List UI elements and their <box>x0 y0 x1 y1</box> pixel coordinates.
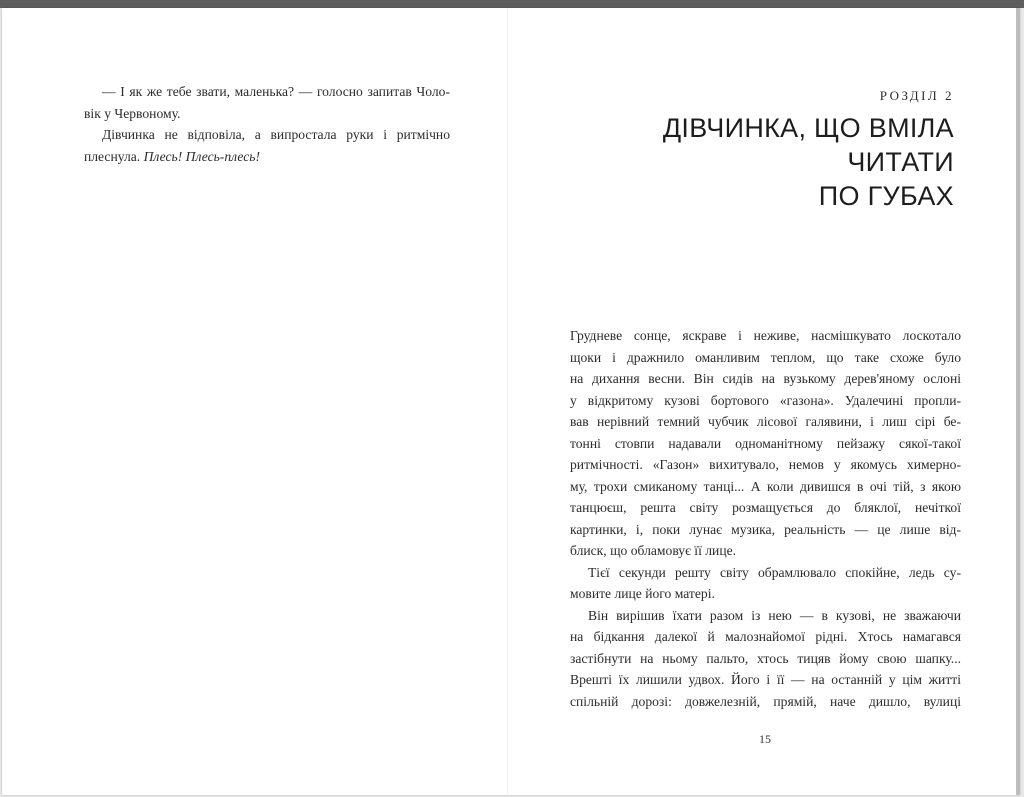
text-line: на дихання весни. Він сидів на вузькому дерев'яному ослоні <box>570 371 961 386</box>
text-line: танцюєш, решта світу розмащується до бляклої, нечіткої <box>570 500 961 515</box>
text-line: — І як же тебе звати, маленька? — голосно запитав Чоло- <box>102 84 450 99</box>
text-line: му, трохи смиканому танці... А коли дивишся в очі тій, з якою <box>570 478 961 494</box>
book-spread <box>2 8 1020 795</box>
text-line: Грудневе сонце, яскраве і неживе, насмішкувато лоскотало <box>570 328 961 343</box>
text-line: Врешті їх лишили удвох. Його і її — на останній у цім житті <box>570 672 961 687</box>
paragraph-text: Дівчинка не відповіла, а випростала руки і ритмічно плеснула. <box>84 127 450 164</box>
paragraph <box>84 124 450 167</box>
page-number: 15 <box>759 732 771 746</box>
left-page-text <box>84 81 450 167</box>
text-line: мовите лице його матері. <box>570 586 715 601</box>
text-line: блиск, що обламовує її лице. <box>570 543 737 558</box>
text-line: тонні стовпи надавали одноманітному пейзажу сякої-такої <box>570 435 961 451</box>
text-line: картинки, і, поки лунає музика, реальність — це лише від- <box>570 521 961 537</box>
italic-text: Плесь! Плесь-плесь! <box>143 148 260 164</box>
text-line: щоки і дражнило оманливим теплом, що таке схоже було <box>570 349 961 365</box>
chapter-body-text <box>570 325 961 712</box>
book-spine <box>507 8 508 795</box>
text-line: на бідкання далекої й малознайомої рідні. Хтось намагався <box>570 629 961 644</box>
text-line: спільній дорозі: довжелезній, прямій, наче дишло, вулиці <box>570 693 961 709</box>
viewer-top-bar <box>0 0 1024 8</box>
text-line: Тієї секунди решту світу обрамлювало спокійне, ледь су- <box>588 564 961 580</box>
text-line: Він вирішив їхати разом із нею — в кузові, не зважаючи <box>588 607 961 623</box>
text-line: вік у Червоному. <box>84 105 181 121</box>
text-line: ритмічності. «Газон» вихитувало, немов у якомусь химерно- <box>570 457 961 472</box>
chapter-title-line: ПО ГУБАХ <box>818 181 954 211</box>
text-line: у відкритому кузові бортового «газона». Удалечині пропли- <box>570 392 961 408</box>
paragraph <box>84 81 450 124</box>
chapter-label: РОЗДІЛ 2 <box>879 88 954 103</box>
page-edge-shadow <box>1016 8 1020 795</box>
text-line: застібнути на ньому пальто, хтось тицяв йому свою шапку... <box>570 650 961 666</box>
text-line: вав нерівний темний чубчик лісової галявини, і лиш сірі бе- <box>570 414 961 429</box>
chapter-title-line: ДІВЧИНКА, ЩО ВМІЛА ЧИТАТИ <box>662 113 954 177</box>
chapter-title <box>554 111 954 213</box>
